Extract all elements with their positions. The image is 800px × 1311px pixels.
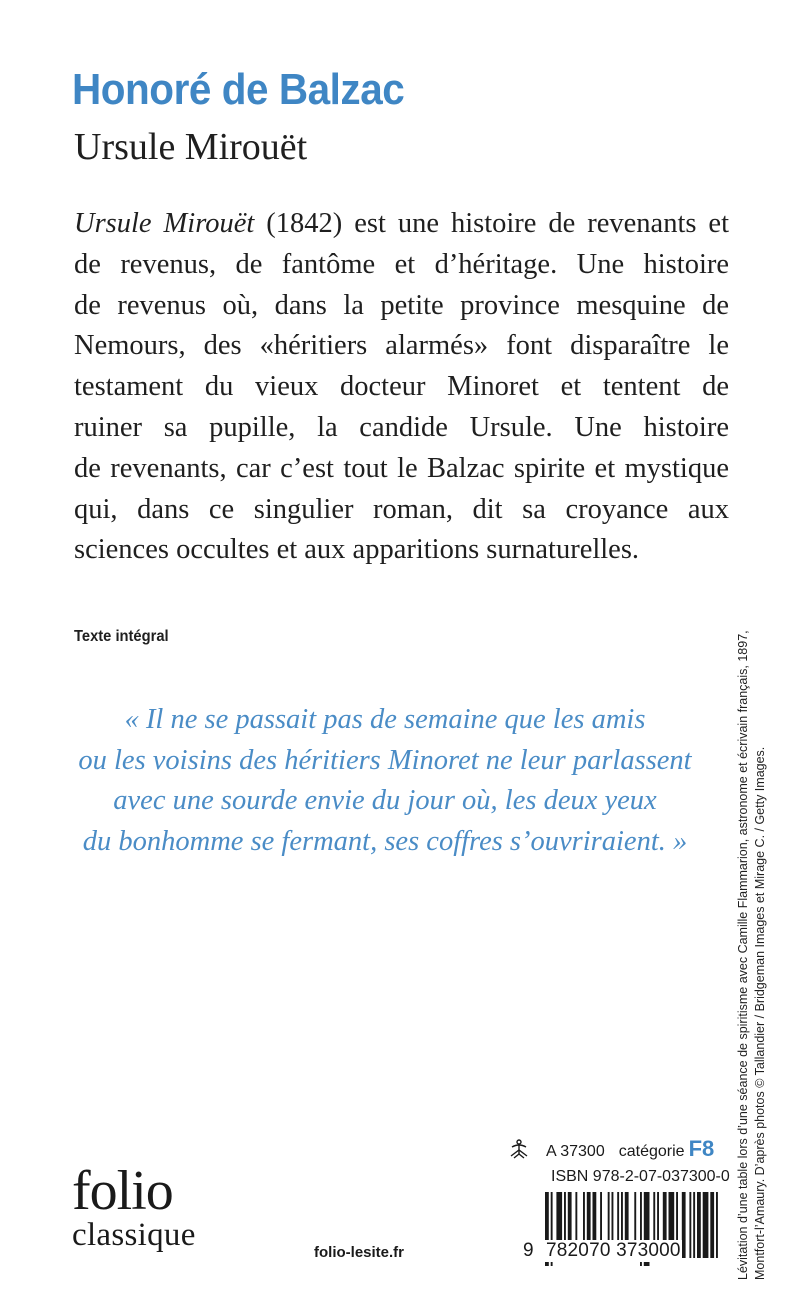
barcode-bar [716,1192,718,1258]
barcode-bar [689,1192,691,1258]
logo-classique: classique [72,1217,196,1253]
blurb-line: testament du vieux docteur Minoret et tentent de [74,371,729,403]
blurb-line [74,204,729,245]
gallimard-emblem-icon [508,1138,530,1160]
barcode-number: 782070 373000 [546,1240,681,1261]
blurb-line: de revenus où, dans la petite province mesquine de [74,289,729,321]
barcode-bar [710,1192,714,1258]
blurb-line: Nemours, des «héritiers alarmés» font disparaître le [74,330,729,362]
barcode-bar [693,1192,695,1258]
blurb-line: ruiner sa pupille, la candide Ursule. Une histoire [74,411,729,443]
quote-line: ou les voisins des héritiers Minoret ne leur parlassent [78,744,692,776]
folio-classique-logo [72,1160,196,1253]
category-label: catégorie [618,1143,685,1160]
category-value: F8 [688,1136,715,1161]
website-url: folio-lesite.fr [314,1244,405,1261]
blurb-line: de revenus, de fantôme et d’héritage. Une histoire [74,248,729,280]
book-title: Ursule Mirouët [74,126,308,168]
blurb-line: qui, dans ce singulier roman, dit sa croyance aux [74,493,729,525]
publisher-code: A 37300 [546,1143,605,1160]
isbn: ISBN 978-2-07-037300-0 [551,1168,730,1185]
edition-note: Texte intégral [74,628,169,645]
pull-quote [60,700,710,862]
quote-line: « Il ne se passait pas de semaine que les amis [124,704,646,735]
blurb-line: sciences occultes et aux apparitions surnaturelles. [74,534,640,566]
blurb-line-text: (1842) est une histoire de revenants et [254,208,729,239]
barcode-bar [703,1192,709,1258]
blurb-line: de revenants, car c’est tout le Balzac spirite et mystique [74,452,729,484]
image-credit [735,560,775,1280]
barcode-bar [682,1192,686,1258]
barcode-bar [697,1192,701,1258]
quote-line: du bonhomme se fermant, ses coffres s’ouvriraient. » [82,825,688,857]
author-name: Honoré de Balzac [72,65,405,114]
logo-folio: folio [72,1160,173,1222]
credit-line: Montfort-l’Amaury. D’après photos © Tallandier / Bridgeman Images et Mirage C. / Getty Images. [753,746,767,1280]
blurb [74,204,729,571]
publisher-meta [508,1134,714,1162]
barcode-first-digit: 9 [523,1240,534,1261]
credit-line: Lévitation d’une table lors d’une séance de spiritisme avec Camille Flammarion, astronome et écrivain français, 1897, [736,630,750,1280]
blurb-italic-title: Ursule Mirouët [74,208,255,239]
quote-line: avec une sourde envie du jour où, les deux yeux [113,785,657,816]
